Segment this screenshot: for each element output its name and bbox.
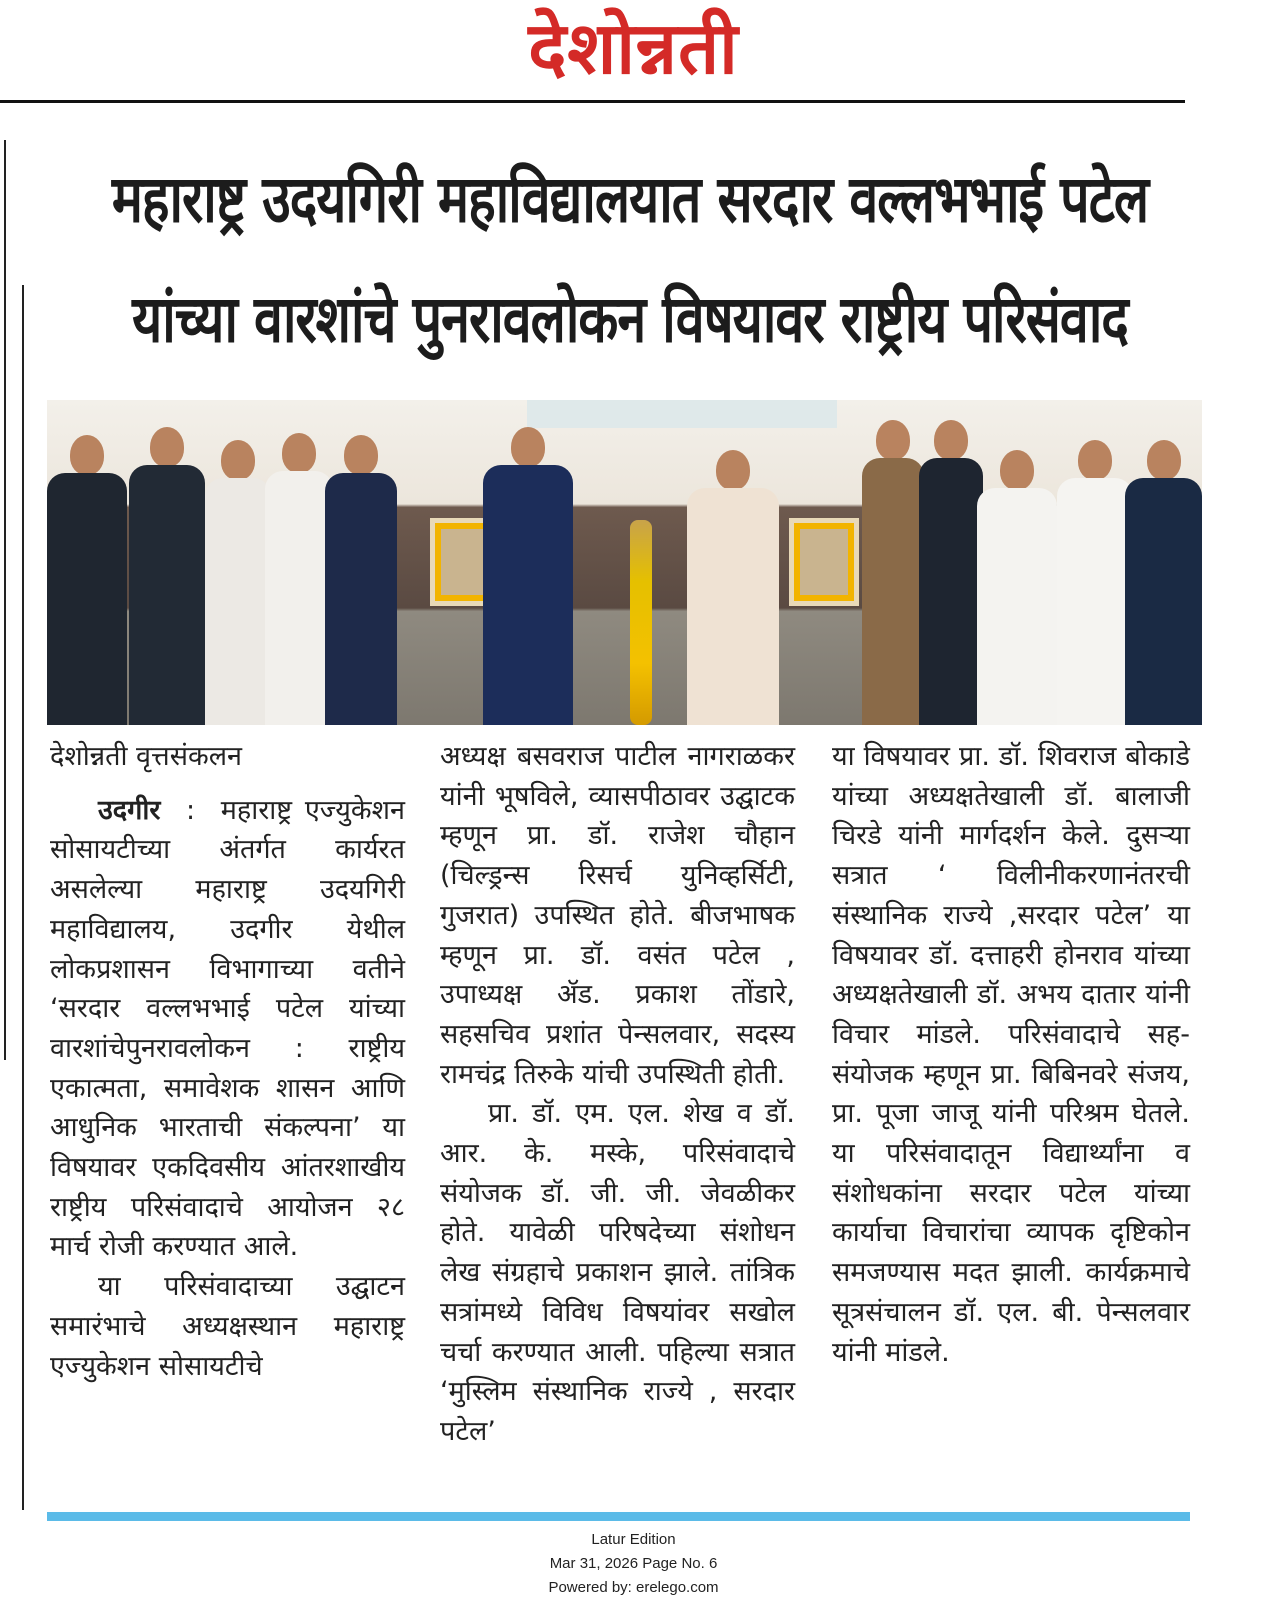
article-paragraph: या परिसंवादाच्या उद्घाटन समारंभाचे अध्यक्षस्थान महाराष्ट्र एज्युकेशन सोसायटीचे — [50, 1271, 405, 1382]
byline: देशोन्नती वृत्तसंकलन — [50, 741, 242, 772]
page-footer — [0, 1528, 1267, 1600]
newspaper-logo: देशोन्नती — [528, 6, 739, 90]
person — [205, 440, 271, 725]
person — [919, 420, 983, 725]
article-paragraph: या विषयावर प्रा. डॉ. शिवराज बोकाडे यांच्या अध्यक्षतेखाली डॉ. बालाजी चिरडे यांनी मार्गदर्शन केले. दुसऱ्या सत्रात ‘ विलीनीकरणानंतरची संस्थानिक राज्ये ,सरदार पटेल’ या विषयावर डॉ. दत्ताहरी होनराव यांच्या अध्यक्षतेखाली डॉ. अभय दातार यांनी विचार मांडले. परिसंवादाचे सह-संयोजक म्हणून प्रा. बिबिनवरे संजय, प्रा. पूजा जाजू यांनी परिश्रम घेतले. या परिसंवादातून विद्यार्थ्यांना व संशोधकांना सरदार पटेल यांच्या कार्याचा विचारांचा व्यापक दृष्टिकोन समजण्यास मदत झाली. कार्यक्रमाचे सूत्रसंचालन डॉ. एल. बी. पेन्सलवार यांनी मांडले. — [832, 741, 1190, 1368]
person — [325, 435, 397, 725]
article-paragraph: अध्यक्ष बसवराज पाटील नागराळकर यांनी भूषविले, व्यासपीठावर उद्घाटक म्हणून प्रा. डॉ. राजेश चौहान (चिल्ड्रन्स रिसर्च युनिव्हर्सिटी, गुजरात) उपस्थित होते. बीजभाषक म्हणून प्रा. डॉ. वसंत पटेल , उपाध्यक्ष ॲड. प्रकाश तोंडारे, सहसचिव प्रशांत पेन्सलवार, सदस्य रामचंद्र तिरुके यांची उपस्थिती होती. — [440, 741, 795, 1090]
person — [47, 435, 127, 725]
person — [265, 433, 333, 725]
dateline: उदगीर — [98, 794, 161, 826]
article-headline — [40, 140, 1220, 380]
photo-banner — [527, 400, 837, 428]
person — [862, 420, 924, 725]
person — [977, 450, 1057, 725]
powered-by-label: Powered by: erelego.com — [548, 1579, 719, 1596]
headline-line-2: यांच्या वारशांचे पुनरावलोकन विषयावर राष्ट्रीय परिसंवाद — [132, 282, 1128, 358]
article-column-2 — [440, 737, 795, 1452]
article-column-3 — [832, 737, 1190, 1372]
date-page-label: Mar 31, 2026 Page No. 6 — [549, 1555, 718, 1572]
left-inner-rule — [22, 285, 24, 1510]
person — [1125, 440, 1202, 725]
masthead-rule — [0, 100, 1185, 103]
person — [1057, 440, 1133, 725]
article-paragraph: उदगीर : महाराष्ट्र एज्युकेशन सोसायटीच्या अंतर्गत कार्यरत असलेल्या महाराष्ट्र उदयगिरी महाविद्यालय, उदगीर येथील लोकप्रशासन विभागाच्या वतीने ‘सरदार वल्लभभाई पटेल यांच्या वारशांचेपुनरावलोकन : राष्ट्रीय एकात्मता, समावेशक शासन आणि आधुनिक भारताची संकल्पना’ या विषयावर एकदिवसीय आंतरशाखीय राष्ट्रीय परिसंवादाचे आयोजन २८ मार्च रोजी करण्यात आले. — [50, 794, 405, 1263]
article-column-1 — [50, 737, 405, 1386]
portrait-frame-right — [789, 518, 859, 606]
article-paragraph: प्रा. डॉ. एम. एल. शेख व डॉ. आर. के. मस्के, परिसंवादाचे संयोजक डॉ. जी. जी. जेवळीकर होते. यावेळी परिषदेच्या संशोधन लेख संग्रहाचे प्रकाशन झाले. तांत्रिक सत्रांमध्ये विविध विषयांवर सखोल चर्चा करण्यात आली. पहिल्या सत्रात ‘मुस्लिम संस्थानिक राज्ये , सरदार पटेल’ — [440, 1098, 795, 1447]
left-margin-rule — [4, 140, 6, 1060]
person — [687, 450, 779, 725]
bottom-rule — [47, 1512, 1190, 1521]
article-text: महाराष्ट्र एज्युकेशन सोसायटीच्या अंतर्गत कार्यरत असलेल्या महाराष्ट्र उदयगिरी महाविद्यालय, उदगीर येथील लोकप्रशासन विभागाच्या वतीने ‘सरदार वल्लभभाई पटेल यांच्या वारशांचेपुनरावलोकन : राष्ट्रीय एकात्मता, समावेशक शासन आणि आधुनिक भारताची संकल्पना’ या विषयावर एकदिवसीय आंतरशाखीय राष्ट्रीय परिसंवादाचे आयोजन २८ मार्च रोजी करण्यात आले. — [50, 794, 405, 1263]
headline-line-1: महाराष्ट्र उदयगिरी महाविद्यालयात सरदार वल्लभभाई पटेल — [111, 162, 1149, 238]
edition-label: Latur Edition — [591, 1531, 676, 1548]
event-photo — [47, 400, 1202, 725]
person — [483, 427, 573, 725]
masthead — [0, 0, 1267, 96]
person — [129, 427, 205, 725]
ceremonial-lamp — [630, 520, 652, 725]
